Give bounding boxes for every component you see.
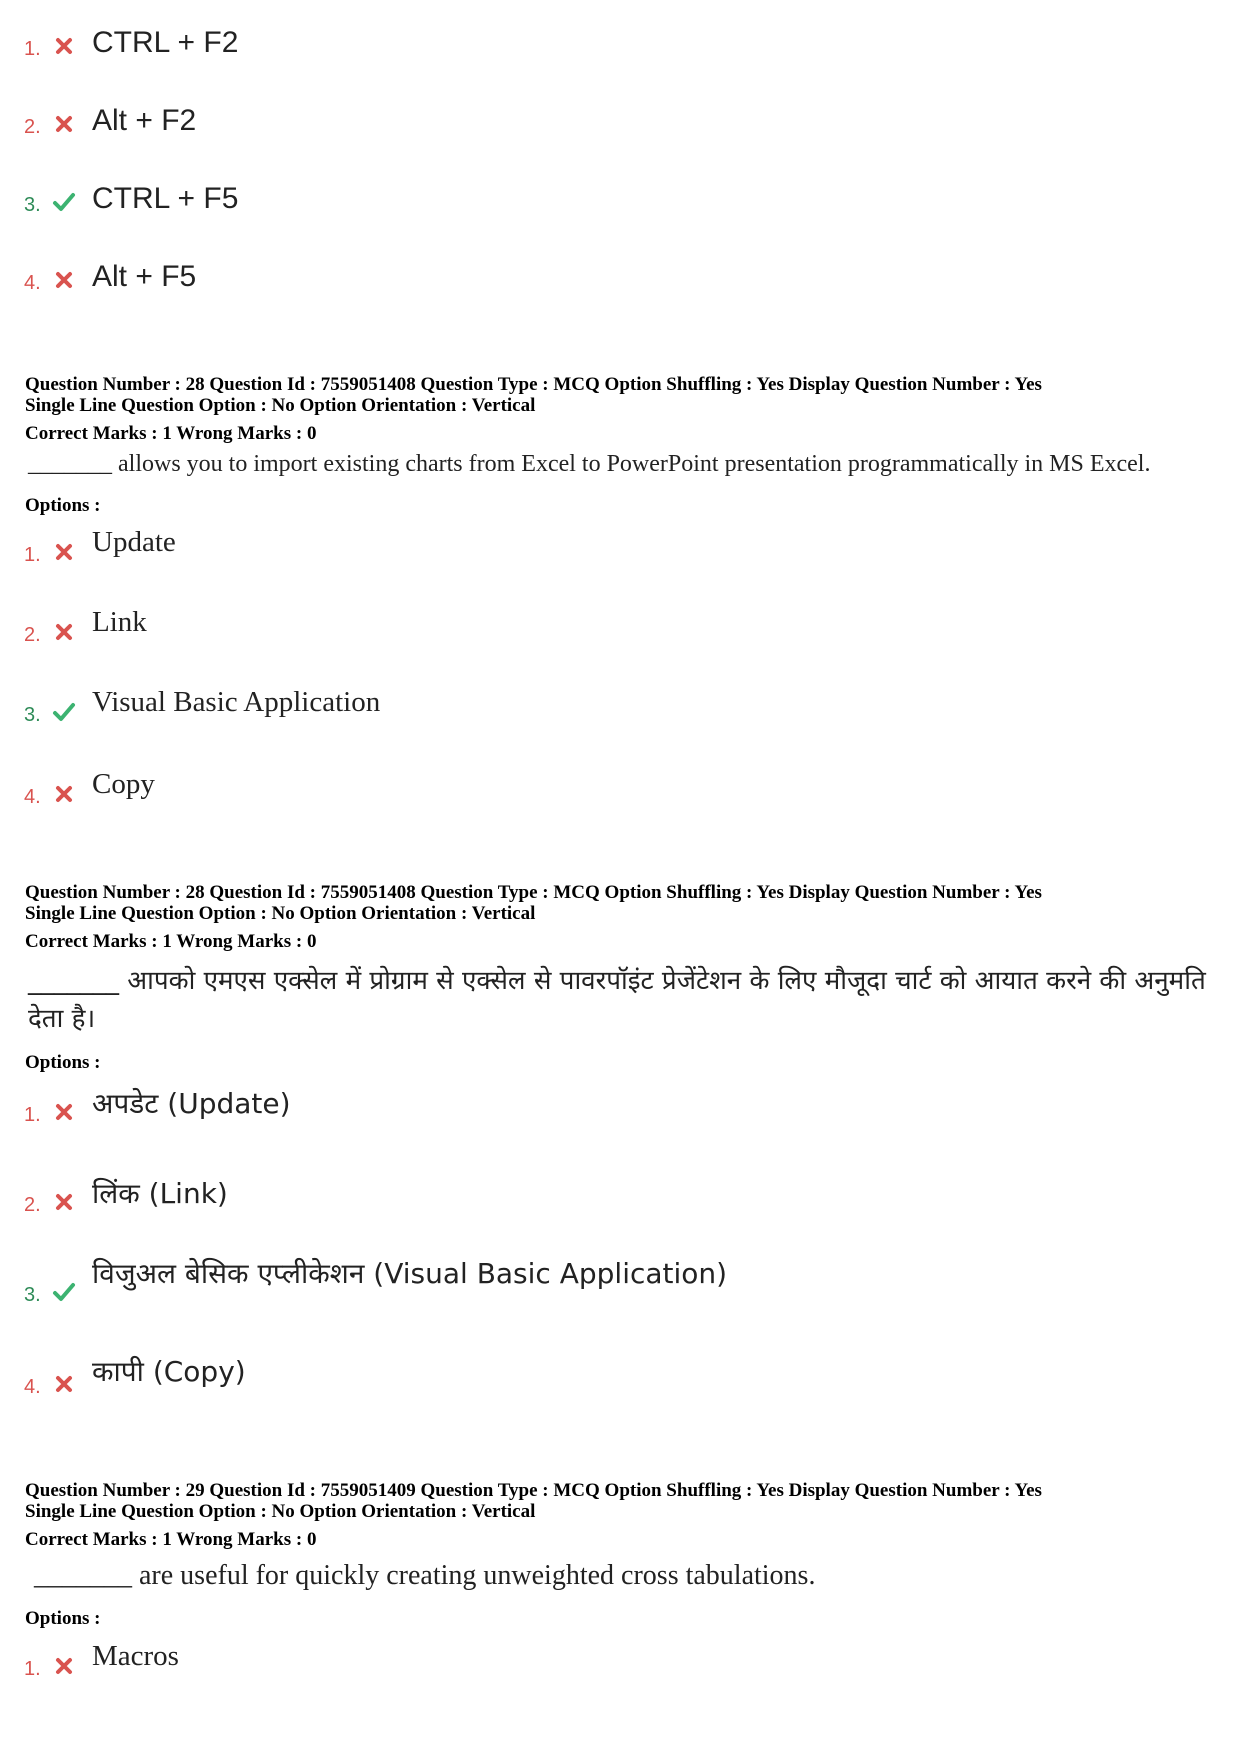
option-2 — [0, 1177, 1100, 1230]
option-1 — [0, 1087, 1100, 1140]
option-text: Alt + F2 — [92, 104, 197, 137]
question-marks: Correct Marks : 1 Wrong Marks : 0 — [25, 1529, 317, 1550]
option-3 — [0, 1257, 1100, 1320]
option-number: 1. — [24, 1658, 41, 1680]
option-text: CTRL + F5 — [92, 182, 239, 215]
option-number: 2. — [24, 624, 41, 646]
option-text: लिंक (Link) — [92, 1177, 228, 1210]
question-meta-line2: Single Line Question Option : No Option Orientation : Vertical — [25, 903, 536, 924]
cross-icon — [52, 1190, 76, 1214]
question-text: _______ are useful for quickly creating unweighted cross tabulations. — [34, 1560, 816, 1591]
question-meta-line2: Single Line Question Option : No Option Orientation : Vertical — [25, 1501, 536, 1522]
option-text: Alt + F5 — [92, 260, 197, 293]
cross-icon — [52, 1100, 76, 1124]
options-label: Options : — [25, 495, 101, 516]
question-text: _______ आपको एमएस एक्सेल में प्रोग्राम से एक्सेल से पावरपॉइंट प्रेजेंटेशन के लिए मौजूदा चार्ट को आयात करने की अनुमति देता है। — [28, 966, 1206, 1034]
option-number: 1. — [24, 38, 41, 60]
options-label: Options : — [25, 1608, 101, 1629]
option-3 — [0, 686, 1100, 740]
check-icon — [52, 190, 76, 214]
check-icon — [52, 1280, 76, 1304]
cross-icon — [52, 782, 76, 806]
option-text: Macros — [92, 1640, 179, 1672]
option-number: 1. — [24, 1104, 41, 1126]
question-marks: Correct Marks : 1 Wrong Marks : 0 — [25, 423, 317, 444]
cross-icon — [52, 540, 76, 564]
option-text: कापी (Copy) — [92, 1355, 246, 1388]
option-1 — [0, 526, 1100, 580]
option-text: Update — [92, 526, 176, 558]
option-text: Visual Basic Application — [92, 686, 381, 718]
question-text: _______ allows you to import existing charts from Excel to PowerPoint presentation programmatically in MS Excel. — [28, 451, 1151, 477]
option-text: अपडेट (Update) — [92, 1087, 291, 1120]
options-label: Options : — [25, 1052, 101, 1073]
option-text: Link — [92, 606, 147, 638]
option-4 — [0, 1355, 1100, 1412]
check-icon — [52, 700, 76, 724]
option-number: 2. — [24, 116, 41, 138]
option-number: 3. — [24, 1284, 41, 1306]
option-text: विजुअल बेसिक एप्लीकेशन (Visual Basic Application) — [92, 1257, 728, 1290]
option-1 — [0, 1640, 1100, 1694]
option-number: 4. — [24, 272, 41, 294]
question-meta-line1: Question Number : 28 Question Id : 7559051408 Question Type : MCQ Option Shuffling : Yes Display Question Number : Yes — [25, 374, 1042, 395]
option-2 — [0, 606, 1100, 660]
option-text: Copy — [92, 768, 155, 800]
cross-icon — [52, 620, 76, 644]
question-meta-line1: Question Number : 29 Question Id : 7559051409 Question Type : MCQ Option Shuffling : Yes Display Question Number : Yes — [25, 1480, 1042, 1501]
option-text: CTRL + F2 — [92, 26, 239, 59]
option-number: 3. — [24, 194, 41, 216]
option-number: 3. — [24, 704, 41, 726]
option-number: 2. — [24, 1194, 41, 1216]
option-1 — [0, 28, 1100, 68]
option-4 — [0, 262, 1100, 302]
cross-icon — [52, 1654, 76, 1678]
cross-icon — [52, 112, 76, 136]
question-meta-line1: Question Number : 28 Question Id : 7559051408 Question Type : MCQ Option Shuffling : Yes Display Question Number : Yes — [25, 882, 1042, 903]
cross-icon — [52, 34, 76, 58]
cross-icon — [52, 1372, 76, 1396]
question-marks: Correct Marks : 1 Wrong Marks : 0 — [25, 931, 317, 952]
option-3 — [0, 184, 1100, 224]
option-4 — [0, 768, 1100, 822]
option-number: 4. — [24, 786, 41, 808]
cross-icon — [52, 268, 76, 292]
option-number: 4. — [24, 1376, 41, 1398]
question-meta-line2: Single Line Question Option : No Option Orientation : Vertical — [25, 395, 536, 416]
option-number: 1. — [24, 544, 41, 566]
option-2 — [0, 106, 1100, 146]
